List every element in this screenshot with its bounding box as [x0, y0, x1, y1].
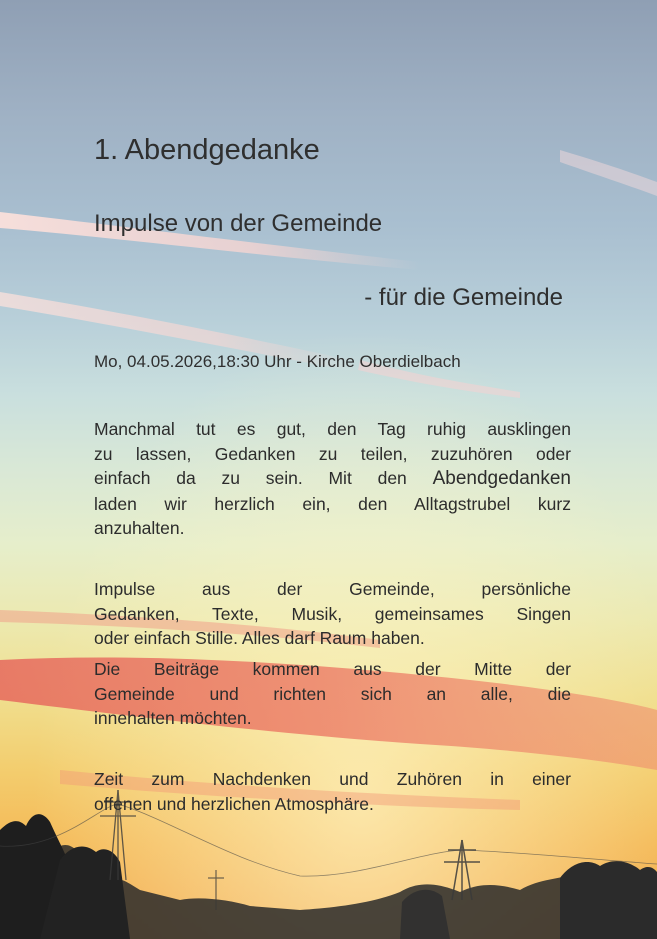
- abendgedanken-emphasis: Abendgedanken: [432, 468, 571, 489]
- text-line: zu lassen, Gedanken zu teilen, zuzuhören oder: [94, 443, 571, 464]
- text-line: Die Beiträge kommen aus der Mitte der: [94, 659, 571, 679]
- text-line: Impulse aus der Gemeinde, persönliche: [94, 579, 571, 599]
- paragraph-intro: [94, 417, 571, 541]
- paragraph-contributions: [94, 657, 571, 731]
- text-span: einfach da zu sein. Mit den: [94, 468, 433, 488]
- text-line: laden wir herzlich ein, den Alltagstrubel kurz: [94, 493, 571, 514]
- text-line: Zeit zum Nachdenken und Zuhören in einer: [94, 769, 571, 789]
- text-line: innehalten möchten.: [94, 708, 252, 728]
- text-line: oder einfach Stille. Alles darf Raum haben.: [94, 628, 425, 648]
- text-line: Gedanken, Texte, Musik, gemeinsames Singen: [94, 603, 571, 624]
- text-line: anzuhalten.: [94, 518, 185, 538]
- text-line: offenen und herzlichen Atmosphäre.: [94, 793, 374, 814]
- text-line: [94, 466, 571, 492]
- paragraph-impulse: [94, 577, 571, 651]
- subtitle-line-2: - für die Gemeinde: [364, 284, 563, 311]
- paragraph-closing: [94, 767, 571, 816]
- text-line: Manchmal tut es gut, den Tag ruhig ausklingen: [94, 419, 571, 439]
- poster-title: 1. Abendgedanke: [94, 134, 320, 166]
- text-line: Gemeinde und richten sich an alle, die: [94, 683, 571, 704]
- event-date-location: Mo, 04.05.2026,18:30 Uhr - Kirche Oberdielbach: [94, 352, 461, 371]
- subtitle-line-1: Impulse von der Gemeinde: [94, 210, 383, 237]
